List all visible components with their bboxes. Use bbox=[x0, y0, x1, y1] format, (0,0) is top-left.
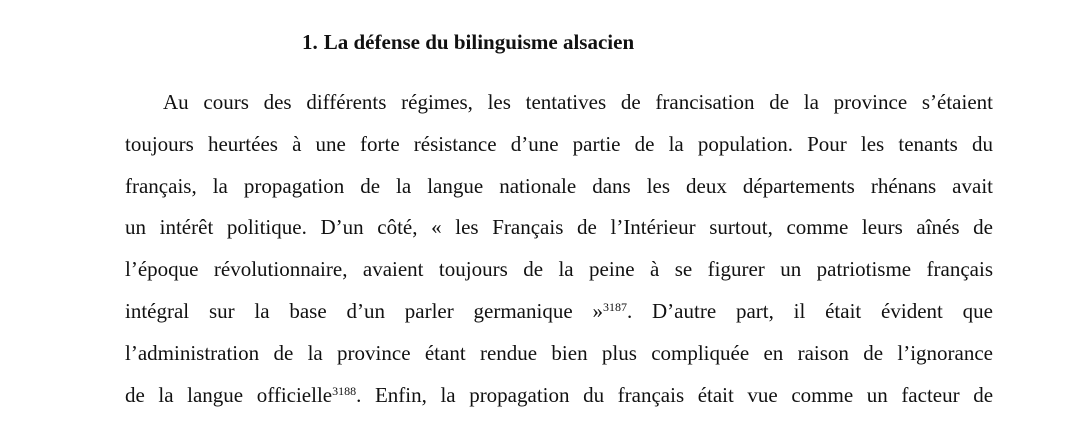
section-title: La défense du bilinguisme alsacien bbox=[323, 30, 635, 54]
body-paragraph bbox=[125, 87, 993, 421]
text-line-6-start: intégral sur la base d’un parler germanique » bbox=[125, 298, 603, 323]
text-line-7: l’administration de la province étant rendue bien plus compliquée en raison de l’ignorance bbox=[125, 340, 993, 365]
footnote-ref-3187[interactable]: 3187 bbox=[602, 299, 627, 314]
text-line-6-end: . D’autre part, il était évident que bbox=[626, 298, 993, 323]
text-line-3: français, la propagation de la langue nationale dans les deux départements rhénans avait bbox=[125, 173, 993, 198]
section-heading bbox=[302, 28, 634, 56]
footnote-ref-3188[interactable]: 3188 bbox=[332, 383, 357, 398]
text-line-5: l’époque révolutionnaire, avaient toujours de la peine à se figurer un patriotisme français bbox=[125, 257, 993, 282]
text-line-6 bbox=[125, 296, 993, 338]
text-line-8-start: de la langue officielle bbox=[125, 382, 333, 407]
text-line-4: un intérêt politique. D’un côté, « les Français de l’Intérieur surtout, comme leurs aînés de bbox=[125, 215, 993, 240]
text-line-1: Au cours des différents régimes, les tentatives de francisation de la province s’étaient bbox=[163, 90, 993, 114]
text-line-8-end: . Enfin, la propagation du français était vue comme un facteur de bbox=[356, 382, 994, 407]
text-line-2: toujours heurtées à une forte résistance d’une partie de la population. Pour les tenants du bbox=[125, 131, 993, 156]
section-number: 1. bbox=[302, 30, 318, 54]
text-line-8 bbox=[125, 380, 993, 422]
